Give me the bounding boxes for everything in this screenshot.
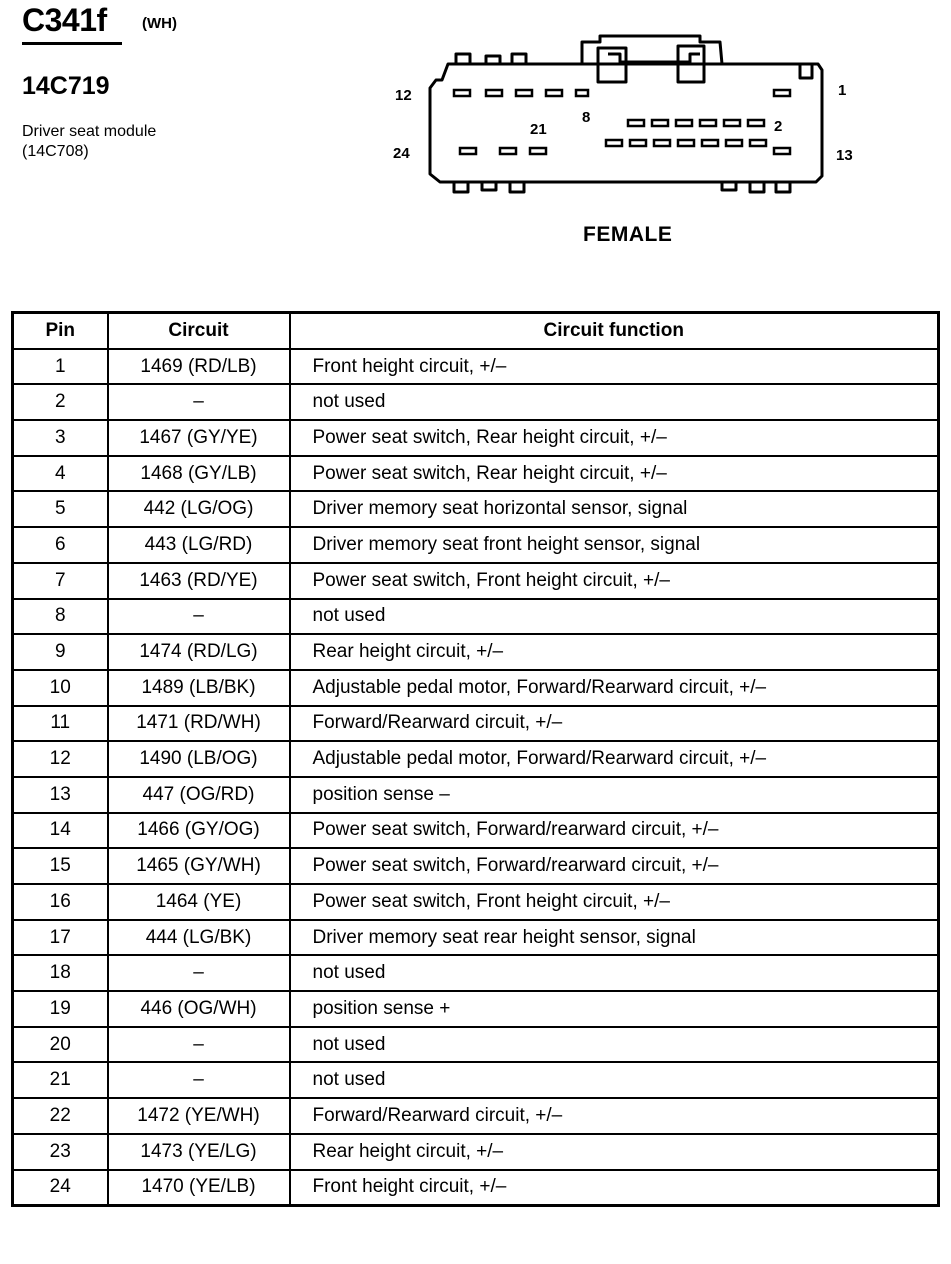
header-pin: Pin <box>13 313 108 349</box>
pin-cell: 14 <box>13 813 108 849</box>
foot-tab <box>776 182 790 192</box>
circuit-cell: 1470 (YE/LB) <box>108 1170 290 1206</box>
table-row <box>13 527 939 563</box>
pin-cell: 16 <box>13 884 108 920</box>
circuit-function-cell: Rear height circuit, +/– <box>290 634 939 670</box>
circuit-function-cell: not used <box>290 1062 939 1098</box>
pinout-table-body <box>13 349 939 1206</box>
circuit-function-cell: Power seat switch, Front height circuit, +/– <box>290 884 939 920</box>
table-row <box>13 848 939 884</box>
pin-label-12: 12 <box>395 87 412 104</box>
circuit-cell: – <box>108 599 290 635</box>
circuit-function-cell: Forward/Rearward circuit, +/– <box>290 1098 939 1134</box>
table-row <box>13 349 939 385</box>
circuit-cell: 1472 (YE/WH) <box>108 1098 290 1134</box>
latch-tab <box>486 56 500 64</box>
pin-cavity <box>748 120 764 126</box>
table-row <box>13 706 939 742</box>
table-row <box>13 777 939 813</box>
pin-cavity <box>702 140 718 146</box>
table-row <box>13 920 939 956</box>
pin-label-24: 24 <box>393 145 410 162</box>
pin-cell: 5 <box>13 491 108 527</box>
part-number: 14C719 <box>22 72 110 100</box>
pin-cell: 12 <box>13 741 108 777</box>
pin-cavity <box>516 90 532 96</box>
pin-cavity <box>628 120 644 126</box>
pin-cell: 4 <box>13 456 108 492</box>
circuit-cell: 1463 (RD/YE) <box>108 563 290 599</box>
pin-cell: 1 <box>13 349 108 385</box>
pin-label-8: 8 <box>582 109 591 126</box>
circuit-cell: 1474 (RD/LG) <box>108 634 290 670</box>
circuit-cell: – <box>108 1027 290 1063</box>
circuit-cell: 1465 (GY/WH) <box>108 848 290 884</box>
foot-tab <box>722 182 736 190</box>
circuit-function-cell: position sense + <box>290 991 939 1027</box>
pin-cavity <box>576 90 588 96</box>
table-row <box>13 1134 939 1170</box>
circuit-cell: – <box>108 384 290 420</box>
pin-cavity <box>700 120 716 126</box>
latch-tab <box>512 54 526 64</box>
table-row <box>13 884 939 920</box>
circuit-cell: 442 (LG/OG) <box>108 491 290 527</box>
circuit-cell: 1490 (LB/OG) <box>108 741 290 777</box>
table-row <box>13 1170 939 1206</box>
pin-cavity <box>774 148 790 154</box>
circuit-function-cell: Power seat switch, Rear height circuit, +/– <box>290 420 939 456</box>
foot-tab <box>454 182 468 192</box>
circuit-function-cell: Rear height circuit, +/– <box>290 1134 939 1170</box>
pin-cell: 9 <box>13 634 108 670</box>
pin-cavity <box>724 120 740 126</box>
pin-cavity <box>774 90 790 96</box>
pin-label-2: 2 <box>774 118 783 135</box>
circuit-cell: 447 (OG/RD) <box>108 777 290 813</box>
pin-label-21: 21 <box>530 121 547 138</box>
circuit-cell: – <box>108 1062 290 1098</box>
header-circuit: Circuit <box>108 313 290 349</box>
pin-label-13: 13 <box>836 147 853 164</box>
pin-cell: 13 <box>13 777 108 813</box>
circuit-function-cell: not used <box>290 1027 939 1063</box>
table-row <box>13 634 939 670</box>
pin-cell: 8 <box>13 599 108 635</box>
table-row <box>13 420 939 456</box>
pin-cell: 10 <box>13 670 108 706</box>
circuit-function-cell: Power seat switch, Rear height circuit, +/– <box>290 456 939 492</box>
circuit-function-cell: Power seat switch, Front height circuit, +/– <box>290 563 939 599</box>
pin-cavity <box>500 148 516 154</box>
pin-cavity <box>678 140 694 146</box>
circuit-function-cell: Power seat switch, Forward/rearward circuit, +/– <box>290 848 939 884</box>
table-row <box>13 1098 939 1134</box>
header-circuit-function: Circuit function <box>290 313 939 349</box>
right-key <box>800 64 812 78</box>
pin-cell: 2 <box>13 384 108 420</box>
foot-tab <box>510 182 524 192</box>
circuit-function-cell: Adjustable pedal motor, Forward/Rearward circuit, +/– <box>290 670 939 706</box>
pin-cavity <box>726 140 742 146</box>
table-row <box>13 1062 939 1098</box>
pin-cavity <box>454 90 470 96</box>
pin-cell: 18 <box>13 955 108 991</box>
circuit-function-cell: not used <box>290 384 939 420</box>
table-header-row <box>13 313 939 349</box>
pin-cell: 3 <box>13 420 108 456</box>
pin-cavity <box>654 140 670 146</box>
circuit-cell: – <box>108 955 290 991</box>
circuit-cell: 446 (OG/WH) <box>108 991 290 1027</box>
circuit-cell: 1473 (YE/LG) <box>108 1134 290 1170</box>
connector-face-diagram <box>0 0 951 300</box>
pin-cavity <box>606 140 622 146</box>
pin-cell: 11 <box>13 706 108 742</box>
connector-gender-label: FEMALE <box>583 223 673 246</box>
circuit-cell: 1464 (YE) <box>108 884 290 920</box>
table-row <box>13 813 939 849</box>
circuit-function-cell: position sense – <box>290 777 939 813</box>
pin-cavity <box>460 148 476 154</box>
table-row <box>13 456 939 492</box>
circuit-cell: 444 (LG/BK) <box>108 920 290 956</box>
circuit-function-cell: Power seat switch, Forward/rearward circuit, +/– <box>290 813 939 849</box>
table-row <box>13 991 939 1027</box>
pin-cavity <box>546 90 562 96</box>
pin-cell: 17 <box>13 920 108 956</box>
table-row <box>13 599 939 635</box>
pinout-table <box>11 311 940 1207</box>
foot-tab <box>482 182 496 190</box>
table-row <box>13 384 939 420</box>
latch-tab <box>456 54 470 64</box>
table-row <box>13 1027 939 1063</box>
circuit-cell: 1489 (LB/BK) <box>108 670 290 706</box>
locking-latch <box>582 36 722 64</box>
pin-cavity <box>750 140 766 146</box>
circuit-function-cell: not used <box>290 955 939 991</box>
circuit-cell: 1466 (GY/OG) <box>108 813 290 849</box>
pin-cell: 7 <box>13 563 108 599</box>
circuit-cell: 1469 (RD/LB) <box>108 349 290 385</box>
circuit-function-cell: Driver memory seat front height sensor, signal <box>290 527 939 563</box>
pin-label-1: 1 <box>838 82 847 99</box>
circuit-function-cell: Forward/Rearward circuit, +/– <box>290 706 939 742</box>
circuit-cell: 1467 (GY/YE) <box>108 420 290 456</box>
circuit-function-cell: not used <box>290 599 939 635</box>
circuit-function-cell: Front height circuit, +/– <box>290 1170 939 1206</box>
circuit-function-cell: Adjustable pedal motor, Forward/Rearward circuit, +/– <box>290 741 939 777</box>
pin-cavity <box>530 148 546 154</box>
pin-cavity <box>630 140 646 146</box>
pin-cavity <box>676 120 692 126</box>
circuit-cell: 443 (LG/RD) <box>108 527 290 563</box>
connector-id: C341f <box>22 2 107 38</box>
pin-cavity <box>652 120 668 126</box>
circuit-function-cell: Driver memory seat rear height sensor, signal <box>290 920 939 956</box>
description-line-2: (14C708) <box>22 143 89 160</box>
pin-cell: 20 <box>13 1027 108 1063</box>
foot-tab <box>750 182 764 192</box>
pin-cell: 23 <box>13 1134 108 1170</box>
connector-color: (WH) <box>142 15 177 32</box>
latch-detail <box>608 54 700 62</box>
pin-cell: 6 <box>13 527 108 563</box>
pin-cell: 22 <box>13 1098 108 1134</box>
table-row <box>13 741 939 777</box>
circuit-cell: 1471 (RD/WH) <box>108 706 290 742</box>
pin-cell: 19 <box>13 991 108 1027</box>
table-row <box>13 563 939 599</box>
pin-cell: 24 <box>13 1170 108 1206</box>
table-row <box>13 491 939 527</box>
table-row <box>13 670 939 706</box>
pin-cell: 15 <box>13 848 108 884</box>
circuit-function-cell: Driver memory seat horizontal sensor, signal <box>290 491 939 527</box>
circuit-cell: 1468 (GY/LB) <box>108 456 290 492</box>
description-line-1: Driver seat module <box>22 123 157 140</box>
table-row <box>13 955 939 991</box>
circuit-function-cell: Front height circuit, +/– <box>290 349 939 385</box>
pin-cavity <box>486 90 502 96</box>
pin-cell: 21 <box>13 1062 108 1098</box>
